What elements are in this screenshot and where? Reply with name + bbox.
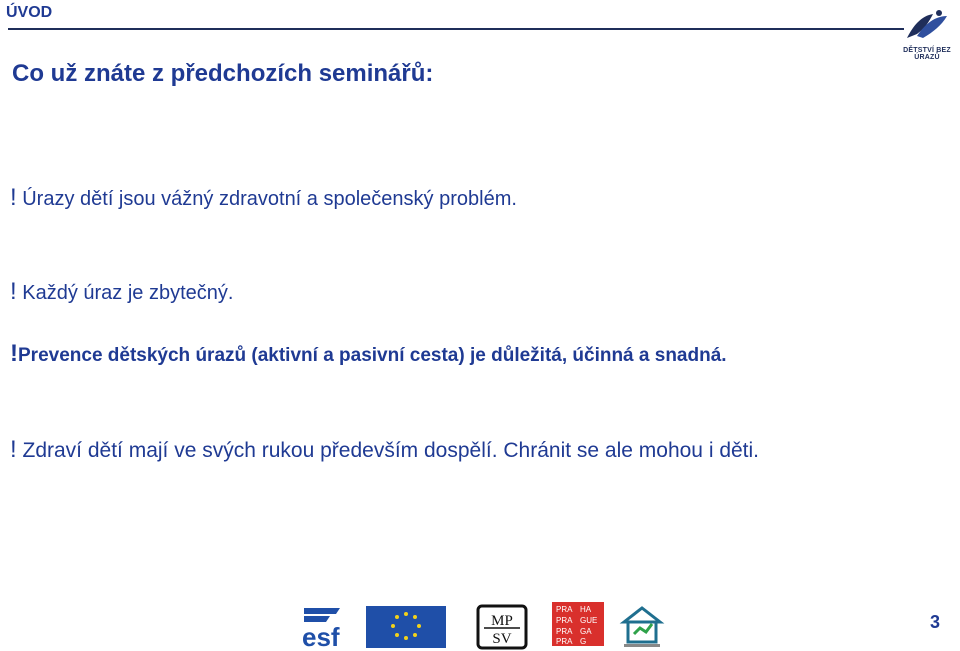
exclamation-bullet: !	[10, 340, 18, 367]
page-title: Co už znáte z předchozích seminářů:	[12, 60, 434, 87]
svg-text:PRA: PRA	[556, 637, 573, 646]
page-number: 3	[929, 612, 940, 632]
mpsv-bottom-text: SV	[492, 631, 512, 647]
logo-text: DĚTSTVÍ BEZ ÚRAZŮ	[903, 47, 951, 61]
detstvi-bez-urazu-logo	[896, 8, 958, 61]
svg-text:PRA: PRA	[556, 627, 573, 636]
exclamation-bullet: !	[10, 184, 17, 211]
exclamation-bullet: !	[10, 436, 17, 463]
exclamation-bullet: !	[10, 278, 17, 305]
top-rule	[8, 28, 904, 30]
point-text: Každý úraz je zbytečný.	[16, 282, 234, 304]
svg-text:GUE: GUE	[580, 616, 598, 625]
esf-text: esf	[302, 622, 340, 650]
house-logo-icon	[624, 608, 660, 647]
section-label: ÚVOD	[6, 4, 53, 21]
svg-text:HA: HA	[580, 605, 592, 614]
footer-logos	[300, 600, 670, 650]
svg-text:GA: GA	[580, 627, 592, 636]
svg-text:G: G	[580, 637, 587, 646]
praha-logo	[552, 602, 604, 646]
point-4	[10, 436, 759, 464]
mpsv-logo	[478, 606, 526, 648]
svg-text:PRA: PRA	[556, 616, 573, 625]
point-3	[10, 340, 727, 368]
point-1	[10, 184, 517, 212]
mpsv-top-text: MP	[491, 613, 513, 629]
svg-text:PRA: PRA	[556, 605, 573, 614]
point-2	[10, 278, 233, 306]
hand-logo-icon	[903, 8, 951, 44]
point-text: Úrazy dětí jsou vážný zdravotní a společenský problém.	[16, 188, 517, 210]
esf-logo	[300, 606, 360, 650]
eu-flag-logo	[366, 606, 446, 648]
point-text: Zdraví dětí mají ve svých rukou především dospělí. Chránit se ale mohou i děti.	[16, 439, 760, 462]
point-text: Prevence dětských úrazů (aktivní a pasivní cesta) je důležitá, účinná a snadná.	[18, 345, 727, 366]
